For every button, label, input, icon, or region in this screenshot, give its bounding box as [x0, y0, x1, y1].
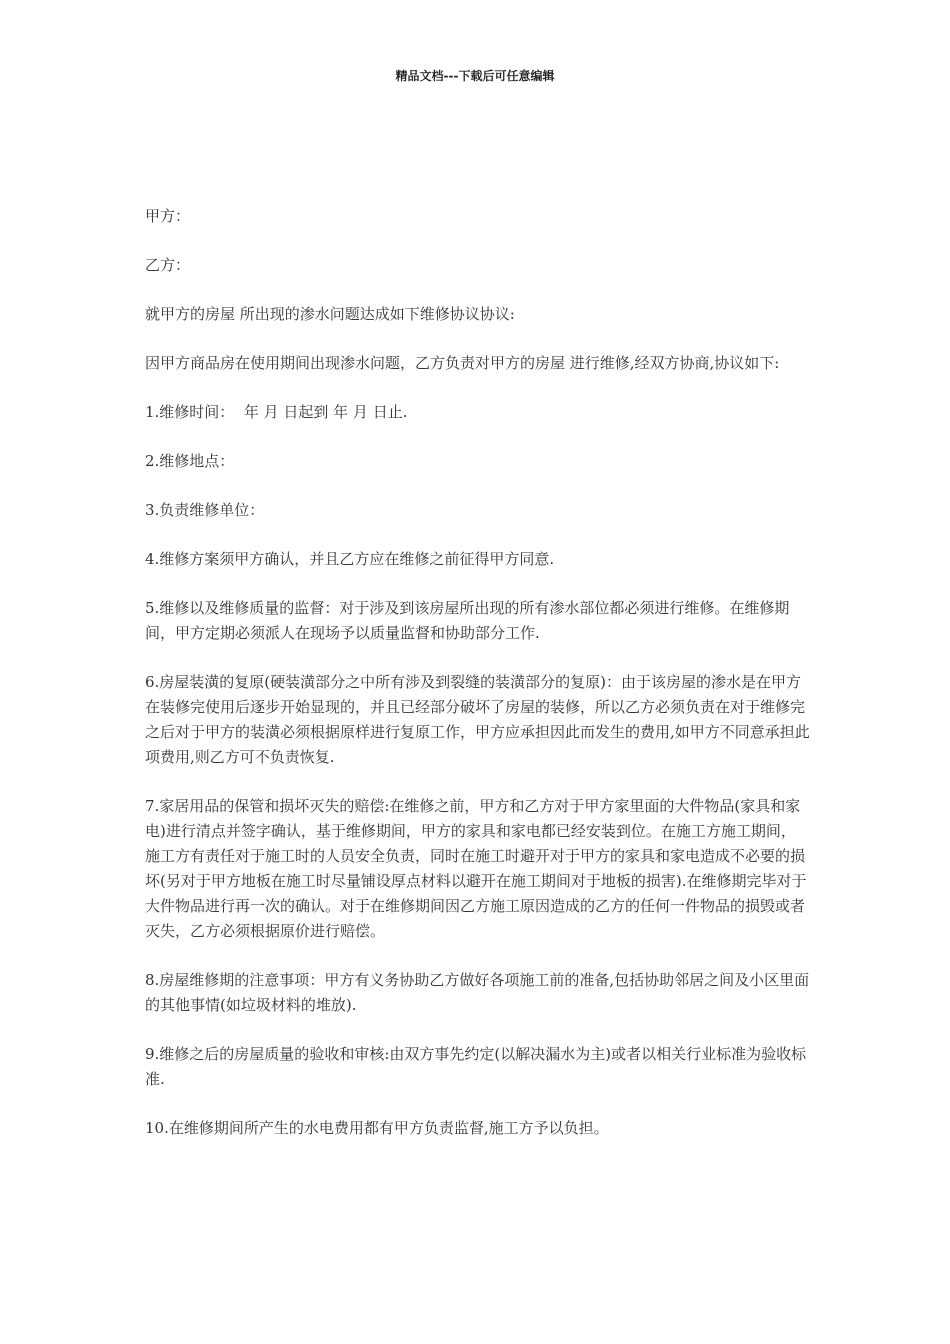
document-header: 精品文档---下载后可任意编辑	[395, 69, 555, 83]
clause-5: 5.维修以及维修质量的监督：对于涉及到该房屋所出现的所有渗水部位都必须进行维修。在维修期间，甲方定期必须派人在现场予以质量监督和协助部分工作.	[145, 599, 790, 642]
agreement-intro: 就甲方的房屋 所出现的渗水问题达成如下维修协议协议:	[145, 305, 515, 323]
document-body	[145, 204, 810, 1165]
party-b-line: 乙方：	[145, 256, 191, 274]
clause-4: 4.维修方案须甲方确认，并且乙方应在维修之前征得甲方同意.	[145, 550, 555, 568]
agreement-preamble: 因甲方商品房在使用期间出现渗水问题，乙方负责对甲方的房屋 进行维修,经双方协商,协议如下:	[145, 354, 780, 372]
clause-6: 6.房屋装潢的复原(硬装潢部分之中所有涉及到裂缝的装潢部分的复原)：由于该房屋的渗水是在甲方在装修完使用后逐步开始显现的，并且已经部分破坏了房屋的装修，所以乙方必须负责在对于维修完之后对于甲方的装潢必须根据原样进行复原工作，甲方应承担因此而发生的费用,如甲方不同意承担此项费用,则乙方可不负责恢复.	[145, 673, 810, 766]
party-a-line: 甲方：	[145, 207, 191, 225]
clause-9: 9.维修之后的房屋质量的验收和审核:由双方事先约定(以解决漏水为主)或者以相关行业标准为验收标准.	[145, 1045, 807, 1088]
clause-8: 8.房屋维修期的注意事项：甲方有义务协助乙方做好各项施工前的准备,包括协助邻居之间及小区里面的其他事情(如垃圾材料的堆放).	[145, 971, 810, 1014]
clause-3: 3.负责维修单位：	[145, 501, 265, 519]
clause-1: 1.维修时间： 年 月 日起到 年 月 日止.	[145, 403, 408, 421]
clause-2: 2.维修地点：	[145, 452, 235, 470]
clause-10: 10.在维修期间所产生的水电费用都有甲方负责监督,施工方予以负担。	[145, 1119, 609, 1137]
clause-7: 7.家居用品的保管和损坏灭失的赔偿:在维修之前，甲方和乙方对于甲方家里面的大件物品(家具和家电)进行清点并签字确认，基于维修期间，甲方的家具和家电都已经安装到位。在施工方施工期间，施工方有责任对于施工时的人员安全负责，同时在施工时避开对于甲方的家具和家电造成不必要的损坏(另对于甲方地板在施工时尽量铺设厚点材料以避开在施工期间对于地板的损害).在维修期完毕对于大件物品进行再一次的确认。对于在维修期间因乙方施工原因造成的乙方的任何一件物品的损毁或者灭失，乙方必须根据原价进行赔偿。	[145, 797, 807, 940]
